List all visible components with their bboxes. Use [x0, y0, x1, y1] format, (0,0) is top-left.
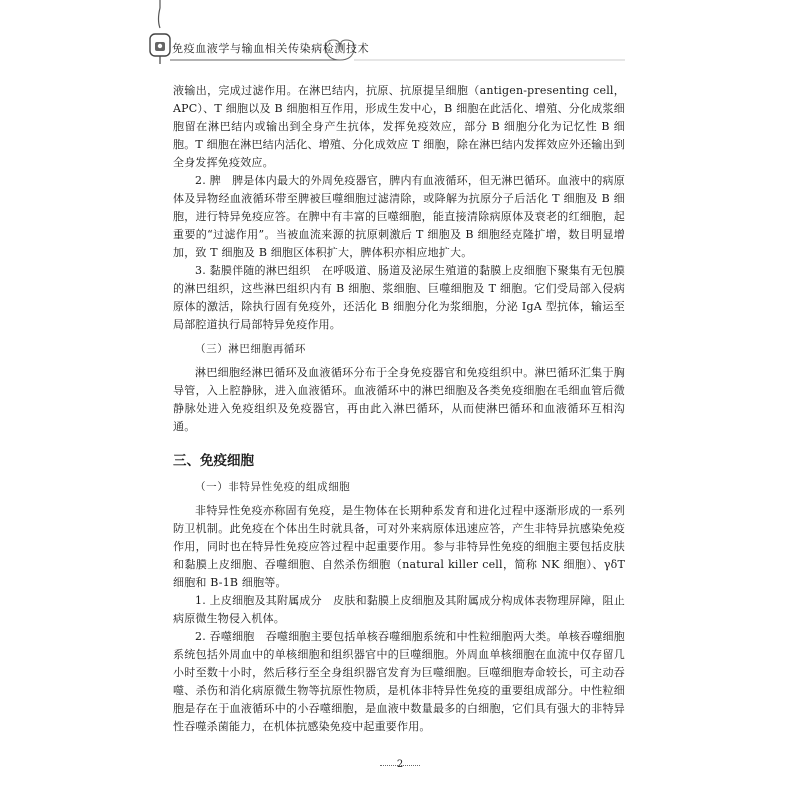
body-paragraph: 淋巴细胞经淋巴循环及血液循环分布于全身免疫器官和免疫组织中。淋巴循环汇集于胸导管，入上腔静脉，进入血液循环。血液循环中的淋巴细胞及各类免疫细胞在毛细血管后微静脉处进入免疫组织及免疫器官，再由此入淋巴循环，从而使淋巴循环和血液循环互相沟通。 [173, 366, 625, 433]
page-body [173, 82, 625, 736]
body-paragraph: 1. 上皮细胞及其附属成分 皮肤和黏膜上皮细胞及其附属成分构成体表物理屏障，阻止病原微生物侵入机体。 [173, 594, 625, 625]
subheading-lymphocyte-recirculation: （三）淋巴细胞再循环 [195, 343, 306, 355]
footer-dotted-rule [380, 765, 420, 766]
page-number: 2 [396, 759, 404, 770]
page-footer [0, 752, 800, 771]
drip-tube-line [159, 0, 161, 28]
body-paragraph: 非特异性免疫亦称固有免疫，是生物体在长期种系发育和进化过程中逐渐形成的一系列防卫机制。此免疫在个体出生时就具备，可对外来病原体迅速应答，产生非特异抗感染免疫作用，同时也在特异性免疫应答过程中起重要作用。参与非特异性免疫的细胞主要包括皮肤和黏膜上皮细胞、吞噬细胞、自然杀伤细胞（natural killer cell，简称 NK 细胞）、γδT 细胞和 B-1B 细胞等。 [173, 504, 625, 589]
body-paragraph: 液输出，完成过滤作用。在淋巴结内，抗原、抗原提呈细胞（antigen-presenting cell，APC）、T 细胞以及 B 细胞相互作用，形成生发中心，B 细胞在此活化、增殖、分化成浆细胞留在淋巴结内或输出到全身产生抗体，发挥免疫效应，部分 B 细胞分化为记忆性 B 细胞。T 细胞在淋巴结内活化、增殖、分化成效应 T 细胞，除在淋巴结内发挥效应外还输出到全身发挥免疫效应。 [173, 84, 625, 169]
subheading-nonspecific-immunity-cells: （一）非特异性免疫的组成细胞 [195, 481, 351, 493]
running-header-title: 免疫血液学与输血相关传染病检测技术 [172, 42, 370, 55]
body-paragraph: 2. 脾 脾是体内最大的外周免疫器官，脾内有血液循环，但无淋巴循环。血液中的病原体及异物经血液循环带至脾被巨噬细胞过滤清除，或降解为抗原分子后活化 T 细胞及 B 细胞，进行特异免疫应答。在脾中有丰富的巨噬细胞，能直接清除病原体及衰老的红细胞，起重要的“过滤作用”。当被血流来源的抗原刺激后 T 细胞及 B 细胞经克隆扩增，数目明显增加，致 T 细胞及 B 细胞区体积扩大，脾体积亦相应地扩大。 [173, 174, 625, 259]
section-heading-immune-cells: 三、免疫细胞 [173, 453, 254, 469]
body-paragraph: 3. 黏膜伴随的淋巴组织 在呼吸道、肠道及泌尿生殖道的黏膜上皮细胞下聚集有无包膜的淋巴组织，这些淋巴组织内有 B 细胞、浆细胞、巨噬细胞及 T 细胞。它们受局部入侵病原体的激活，除执行固有免疫外，还活化 B 细胞分化为浆细胞，分泌 IgA 型抗体，输运至局部腔道执行局部特异免疫作用。 [173, 264, 625, 331]
blood-bag-icon [150, 34, 170, 64]
body-paragraph: 2. 吞噬细胞 吞噬细胞主要包括单核吞噬细胞系统和中性粒细胞两大类。单核吞噬细胞系统包括外周血中的单核细胞和组织器官中的巨噬细胞。外周血单核细胞在血流中仅存留几小时至数十小时，然后移行至全身组织器官发育为巨噬细胞。巨噬细胞寿命较长，可主动吞噬、杀伤和消化病原微生物等抗原性物质，是机体非特异性免疫的重要组成部分。中性粒细胞是存在于血液循环中的小吞噬细胞，是血液中数量最多的白细胞，它们具有强大的非特异性吞噬杀菌能力，在机体抗感染免疫中起重要作用。 [173, 630, 625, 733]
header-decoration [0, 0, 800, 80]
